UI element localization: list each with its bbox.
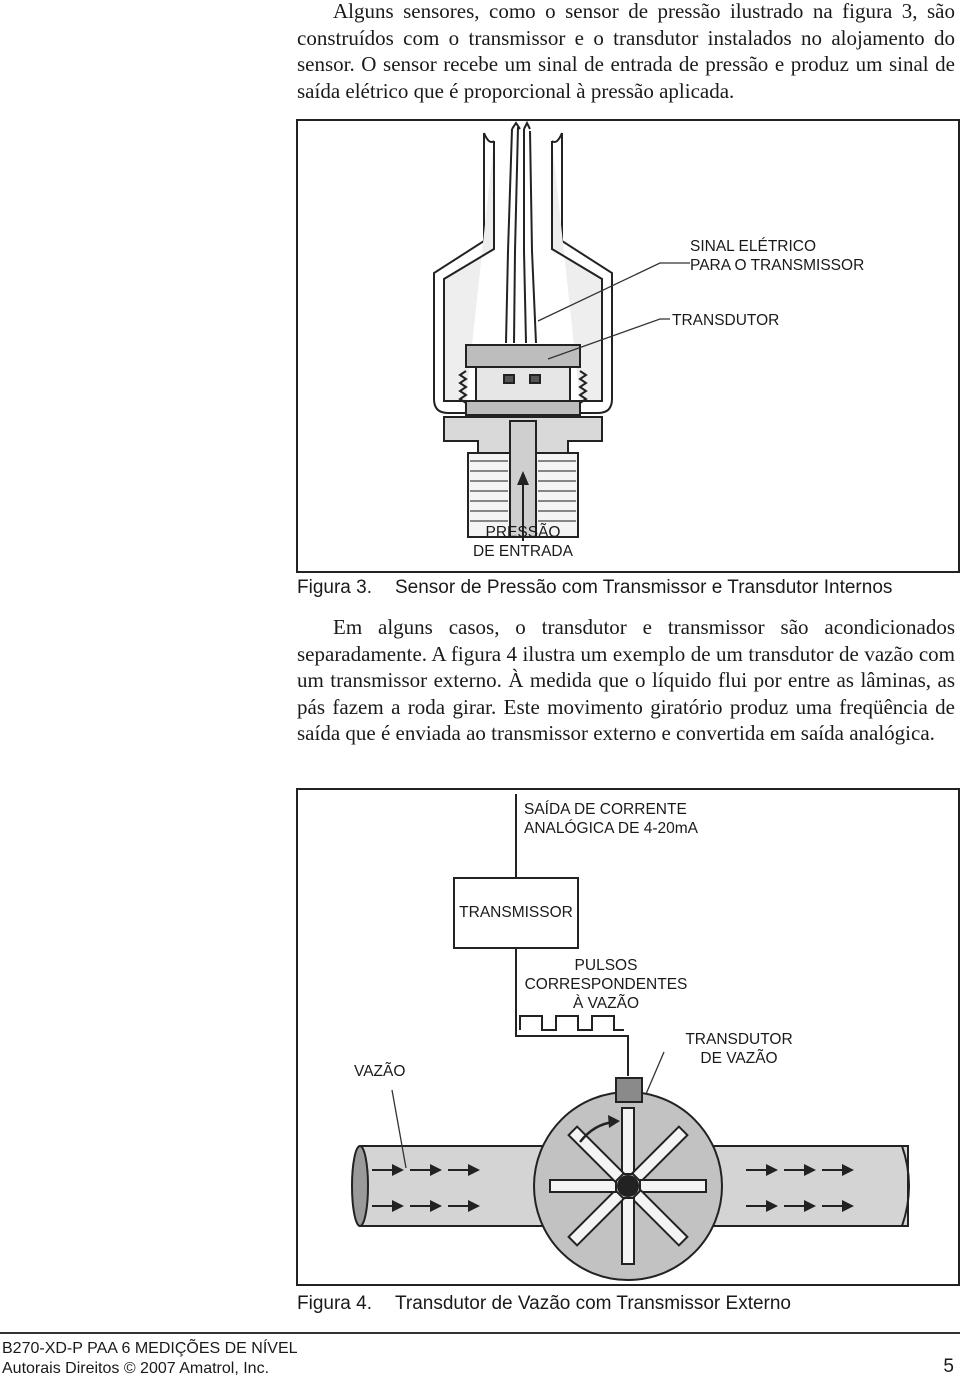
label-input-pressure-line1: PRESSÃO bbox=[485, 524, 561, 541]
intro-paragraph bbox=[297, 0, 955, 104]
figure-3-pressure-sensor bbox=[296, 119, 960, 573]
label-analog-output-line2: ANALÓGICA DE 4-20mA bbox=[524, 820, 699, 837]
footer-copyright: Autorais Direitos © 2007 Amatrol, Inc. bbox=[2, 1360, 270, 1377]
turbine-wheel bbox=[550, 1108, 706, 1264]
figure-4-caption bbox=[297, 1293, 791, 1315]
label-flow-transducer-line1: TRANSDUTOR bbox=[685, 1031, 793, 1048]
label-pulses-line1: PULSOS bbox=[574, 957, 638, 974]
figure-4-flow-transducer bbox=[296, 788, 960, 1286]
pulse-train bbox=[520, 1016, 624, 1030]
label-pulses-line3: À VAZÃO bbox=[572, 995, 640, 1012]
figure-3-caption-text: Sensor de Pressão com Transmissor e Transdutor Internos bbox=[395, 577, 893, 598]
label-pulses-line2: CORRESPONDENTES bbox=[524, 976, 688, 993]
label-electric-signal-line1: SINAL ELÉTRICO bbox=[690, 238, 817, 255]
pressure-sensor-illustration bbox=[298, 121, 958, 571]
label-flow-transducer-line2: DE VAZÃO bbox=[700, 1050, 778, 1067]
label-transmitter: TRANSMISSOR bbox=[459, 904, 573, 921]
figure-3-caption-number: Figura 3. bbox=[297, 577, 372, 598]
label-input-pressure-line2: DE ENTRADA bbox=[473, 543, 573, 560]
page-number: 5 bbox=[943, 1356, 954, 1377]
label-analog-output bbox=[524, 800, 698, 838]
label-input-pressure bbox=[453, 523, 593, 561]
figure-3-caption bbox=[297, 577, 892, 599]
label-electric-signal-line2: PARA O TRANSMISSOR bbox=[690, 257, 865, 274]
label-transducer: TRANSDUTOR bbox=[672, 312, 780, 329]
label-pulses bbox=[512, 956, 700, 1013]
flow-transducer-illustration bbox=[298, 790, 958, 1284]
footer-divider bbox=[0, 1332, 960, 1334]
footer-course-code: B270-XD-P PAA 6 MEDIÇÕES DE NÍVEL bbox=[2, 1340, 298, 1357]
figure-4-caption-number: Figura 4. bbox=[297, 1293, 372, 1314]
body-paragraph-text: Em alguns casos, o transdutor e transmissor são acondicionados separadamente. A figura 4 ilustra um exemplo de um transdutor de vazão com um transmissor externo. À medida que o líquido flui por entre as lâminas, as pás fazem a roda girar. Este movimento giratório produz uma freqüência de saída que é enviada ao transmissor externo e convertida em saída analógica. bbox=[297, 615, 955, 745]
intro-paragraph-text: Alguns sensores, como o sensor de pressão ilustrado na figura 3, são construídos com o transmissor e o transdutor instalados no alojamento do sensor. O sensor recebe um sinal de entrada de pressão e produz um sinal de saída elétrico que é proporcional à pressão aplicada. bbox=[297, 0, 955, 103]
label-analog-output-line1: SAÍDA DE CORRENTE bbox=[524, 801, 687, 818]
flow-sensor bbox=[616, 1078, 642, 1102]
label-electric-signal bbox=[690, 237, 870, 275]
label-flow-transducer bbox=[654, 1030, 824, 1068]
label-flow: VAZÃO bbox=[354, 1063, 406, 1080]
figure-4-caption-text: Transdutor de Vazão com Transmissor Externo bbox=[395, 1293, 791, 1314]
body-paragraph bbox=[297, 614, 955, 747]
